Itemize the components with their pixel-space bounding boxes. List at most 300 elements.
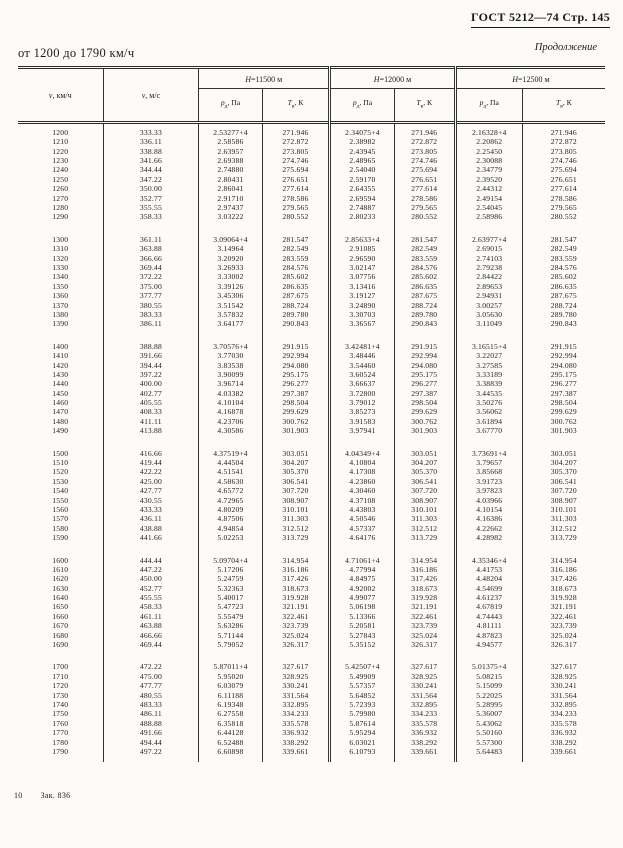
cell-p-11500: 5.71144 [199,631,262,640]
cell-p-12500: 3.11049 [455,319,522,328]
cell-p-12000: 2.43945 [330,147,395,156]
cell-t-12000: 286.635 [394,282,455,291]
cell-v-ms: 377.77 [103,291,199,300]
cell-v-kmh: 1420 [52,360,69,370]
cell-p-12000: 3.07756 [330,272,395,281]
cell-p-11500: 2.74880 [199,166,262,175]
cell-v-ms: 363.88 [103,244,199,253]
cell-v-ms: 494.44 [103,738,199,747]
cell-p-11500: 3.03222 [199,213,262,222]
cell-t-11500: 282.549 [262,244,330,253]
cell-v-ms: 408.33 [103,408,199,417]
cell-p-12500: 2.39520 [455,175,522,184]
cell-t-12500: 330.241 [522,681,605,690]
cell-t-11500: 306.541 [262,477,330,486]
cell-t-12000: 285.602 [394,272,455,281]
cell-t-12000: 289.780 [394,310,455,319]
cell-t-12000: 275.694 [394,166,455,175]
cell-p-12000: 4.71061+4 [330,556,395,565]
cell-p-12500: 4.03966 [455,496,522,505]
cell-v-kmh: 1200 [52,127,69,137]
cell-p-12000: 4.10804 [330,458,395,467]
cell-v-kmh: 1710 [52,671,69,681]
col-header-pressure-12000 [330,89,395,123]
cell-p-12500: 3.56062 [455,408,522,417]
cell-t-11500: 310.101 [262,505,330,514]
cell-v-kmh: 1760 [52,718,69,728]
table-row [18,533,605,542]
cell-p-11500: 4.23706 [199,417,262,426]
cell-p-11500: 2.58586 [199,137,262,146]
col-header-temperature-12000 [394,89,455,123]
cell-p-11500: 6.35818 [199,719,262,728]
cell-p-12000: 2.34075+4 [330,128,395,137]
cell-t-12500: 294.080 [522,361,605,370]
cell-t-12500: 339.661 [522,747,605,756]
subscript: в [560,103,563,110]
cell-t-11500: 279.565 [262,203,330,212]
cell-t-12500: 321.191 [522,603,605,612]
cell-t-12000: 290.843 [394,319,455,328]
block-gap [18,543,605,556]
cell-p-12500: 4.35346+4 [455,556,522,565]
cell-p-12000: 4.23860 [330,477,395,486]
symbol: T [416,98,421,107]
cell-t-11500: 304.207 [262,458,330,467]
cell-v-ms: 466.66 [103,631,199,640]
cell-v-kmh: 1310 [52,244,69,254]
cell-p-11500: 3.45306 [199,291,262,300]
cell-p-11500: 6.03079 [199,681,262,690]
cell-v-ms: 472.22 [103,663,199,672]
cell-v-ms: 347.22 [103,175,199,184]
cell-p-11500: 6.44128 [199,728,262,737]
cell-v-kmh: 1400 [52,341,69,351]
cell-p-11500: 6.27558 [199,710,262,719]
table-row [18,379,605,388]
cell-t-12500: 285.602 [522,272,605,281]
cell-v-ms: 497.22 [103,747,199,756]
symbol: H [512,75,518,84]
cell-v-ms: 386.11 [103,319,199,328]
block-gap [18,436,605,449]
cell-t-12000: 288.724 [394,301,455,310]
cell-v-ms: 450.00 [103,574,199,583]
cell-t-11500: 287.675 [262,291,330,300]
col-header-speed-ms [103,68,199,123]
cell-v-ms: 391.66 [103,351,199,360]
page-header-standard-number: ГОСТ 5212—74 Стр. 145 [471,10,610,28]
cell-p-11500: 4.58630 [199,477,262,486]
cell-p-12000: 6.10793 [330,747,395,756]
cell-t-12500: 311.303 [522,514,605,523]
cell-t-12000: 281.547 [394,235,455,244]
cell-t-12000: 335.578 [394,719,455,728]
table-row [18,398,605,407]
cell-p-12000: 5.95294 [330,728,395,737]
cell-t-11500: 273.805 [262,147,330,156]
cell-p-12000: 3.54460 [330,361,395,370]
cell-t-11500: 277.614 [262,184,330,193]
cell-v-ms: 388.88 [103,342,199,351]
cell-p-12500: 4.22662 [455,524,522,533]
cell-v-kmh: 1610 [52,564,69,574]
cell-v-kmh: 1790 [52,746,69,756]
table-row [18,175,605,184]
unit: , Па [227,98,241,107]
table-row [18,351,605,360]
value: =12500 м [517,75,550,84]
cell-p-11500: 3.96714 [199,379,262,388]
cell-v-ms: 372.22 [103,272,199,281]
cell-t-12500: 282.549 [522,244,605,253]
cell-v-kmh: 1630 [52,583,69,593]
cell-p-11500: 2.91710 [199,194,262,203]
unit: , м/с [145,91,161,101]
cell-v-kmh: 1530 [52,476,69,486]
cell-v-kmh: 1290 [52,212,69,222]
block-gap [18,756,605,762]
cell-p-12500: 4.16386 [455,514,522,523]
cell-p-12500: 2.16328+4 [455,128,522,137]
value: =11500 м [250,75,283,84]
cell-v-ms: 422.22 [103,468,199,477]
symbol: v [141,91,146,101]
table-body [18,122,605,762]
table-row [18,282,605,291]
symbol: p [479,98,484,107]
cell-p-12500: 3.97823 [455,486,522,495]
cell-v-kmh: 1300 [52,234,69,244]
cell-p-11500: 3.51542 [199,301,262,310]
cell-v-kmh: 1450 [52,388,69,398]
cell-t-12000: 296.277 [394,379,455,388]
cell-t-12500: 278.586 [522,194,605,203]
cell-t-12500: 281.547 [522,235,605,244]
cell-v-ms: 375.00 [103,282,199,291]
cell-v-ms: 400.00 [103,379,199,388]
cell-t-11500: 326.317 [262,640,330,649]
cell-p-12500: 4.81111 [455,621,522,630]
cell-t-12000: 299.629 [394,408,455,417]
cell-v-ms: 419.44 [103,458,199,467]
cell-t-12000: 277.614 [394,184,455,193]
table-row [18,184,605,193]
cell-t-11500: 286.635 [262,282,330,291]
cell-v-kmh: 1580 [52,523,69,533]
cell-p-11500: 3.14964 [199,244,262,253]
cell-t-12500: 290.843 [522,319,605,328]
cell-v-ms: 427.77 [103,486,199,495]
cell-v-kmh: 1650 [52,602,69,612]
cell-v-ms: 383.33 [103,310,199,319]
cell-p-12500: 3.61894 [455,417,522,426]
table-row [18,301,605,310]
cell-v-ms: 438.88 [103,524,199,533]
cell-t-12500: 273.805 [522,147,605,156]
table-row [18,514,605,523]
cell-v-ms: 447.22 [103,565,199,574]
cell-v-ms: 333.33 [103,128,199,137]
cell-p-11500: 2.63957 [199,147,262,156]
cell-p-12000: 4.43803 [330,505,395,514]
cell-t-11500: 272.872 [262,137,330,146]
table-row [18,738,605,747]
cell-t-11500: 305.370 [262,468,330,477]
unit: , К [562,98,572,107]
cell-t-12000: 339.661 [394,747,455,756]
cell-t-12500: 298.504 [522,398,605,407]
cell-p-12000: 3.72800 [330,389,395,398]
cell-p-11500: 6.19348 [199,700,262,709]
cell-t-12000: 330.241 [394,681,455,690]
cell-t-12000: 298.504 [394,398,455,407]
cell-p-12000: 2.54040 [330,166,395,175]
cell-t-12500: 314.954 [522,556,605,565]
table-row [18,710,605,719]
cell-p-12000: 3.13416 [330,282,395,291]
cell-t-12500: 332.895 [522,700,605,709]
cell-p-11500: 3.33002 [199,272,262,281]
cell-v-kmh: 1230 [52,156,69,166]
cell-t-12000: 319.928 [394,593,455,602]
cell-t-12500: 297.387 [522,389,605,398]
cell-t-12500: 279.565 [522,203,605,212]
table-row [18,496,605,505]
cell-p-12500: 3.05630 [455,310,522,319]
cell-p-12500: 3.91723 [455,477,522,486]
cell-p-12000: 3.79012 [330,398,395,407]
cell-p-11500: 5.17206 [199,565,262,574]
cell-p-12500: 5.15099 [455,681,522,690]
cell-t-12500: 272.872 [522,137,605,146]
range-label: от 1200 до 1790 км/ч [18,46,135,60]
cell-t-11500: 300.762 [262,417,330,426]
cell-v-ms: 433.33 [103,505,199,514]
cell-v-ms: 355.55 [103,203,199,212]
col-header-pressure-12500 [455,89,522,123]
subscript: в [420,103,424,110]
block-gap [18,222,605,235]
cell-t-12000: 318.673 [394,584,455,593]
cell-p-12500: 2.30088 [455,156,522,165]
cell-p-12000: 3.66637 [330,379,395,388]
cell-p-12000: 2.74887 [330,203,395,212]
footer-page-number: 10 [14,791,23,800]
cell-v-kmh: 1680 [52,630,69,640]
cell-t-12000: 316.186 [394,565,455,574]
cell-p-11500: 2.80431 [199,175,262,184]
cell-v-ms: 491.66 [103,728,199,737]
table-row [18,584,605,593]
cell-t-12500: 276.651 [522,175,605,184]
cell-p-12500: 4.74443 [455,612,522,621]
cell-p-12000: 3.30703 [330,310,395,319]
cell-v-kmh: 1690 [52,640,69,650]
cell-t-12500: 306.541 [522,477,605,486]
group-header-h12000 [330,68,456,89]
cell-t-11500: 276.651 [262,175,330,184]
table-row [18,408,605,417]
cell-p-12000: 3.19127 [330,291,395,300]
table-row [18,458,605,467]
cell-v-kmh: 1370 [52,300,69,310]
cell-t-11500: 330.241 [262,681,330,690]
cell-p-11500: 4.10104 [199,398,262,407]
cell-v-kmh: 1480 [52,416,69,426]
cell-t-11500: 303.051 [262,449,330,458]
table-row [18,137,605,146]
cell-t-12000: 273.805 [394,147,455,156]
cell-p-11500: 5.47723 [199,603,262,612]
cell-p-11500: 5.63286 [199,621,262,630]
cell-v-ms: 455.55 [103,593,199,602]
cell-p-12500: 3.73691+4 [455,449,522,458]
cell-t-12000: 272.872 [394,137,455,146]
cell-v-kmh: 1730 [52,690,69,700]
cell-t-12000: 278.586 [394,194,455,203]
cell-t-12000: 334.233 [394,710,455,719]
cell-p-12500: 3.27585 [455,361,522,370]
cell-t-11500: 334.233 [262,710,330,719]
cell-p-12000: 3.97941 [330,426,395,435]
cell-v-kmh: 1320 [52,253,69,263]
cell-t-11500: 292.994 [262,351,330,360]
cell-t-11500: 323.739 [262,621,330,630]
cell-p-12500: 2.63977+4 [455,235,522,244]
table-row [18,291,605,300]
subscript: д [224,103,228,110]
cell-t-12000: 336.932 [394,728,455,737]
cell-p-12000: 2.48965 [330,156,395,165]
cell-t-12500: 323.739 [522,621,605,630]
cell-t-12000: 327.617 [394,663,455,672]
cell-p-11500: 5.02253 [199,533,262,542]
cell-v-ms: 413.88 [103,426,199,435]
cell-t-12500: 280.552 [522,213,605,222]
cell-p-12000: 5.27843 [330,631,395,640]
table-row [18,272,605,281]
cell-t-12000: 307.720 [394,486,455,495]
symbol: T [555,98,561,107]
cell-t-12500: 325.024 [522,631,605,640]
table-row [18,747,605,756]
cell-t-12000: 279.565 [394,203,455,212]
cell-t-12000: 308.907 [394,496,455,505]
cell-v-ms: 425.00 [103,477,199,486]
cell-t-12500: 335.578 [522,719,605,728]
unit: , К [423,98,433,107]
cell-p-12500: 4.48204 [455,574,522,583]
cell-v-ms: 397.22 [103,370,199,379]
cell-t-12000: 282.549 [394,244,455,253]
cell-t-11500: 271.946 [262,128,330,137]
cell-t-12000: 292.994 [394,351,455,360]
cell-t-12500: 319.928 [522,593,605,602]
group-header-h11500 [199,68,330,89]
cell-p-12000: 5.20581 [330,621,395,630]
group-header-h12500 [455,68,605,89]
cell-t-11500: 335.578 [262,719,330,728]
cell-t-12000: 300.762 [394,417,455,426]
cell-p-12500: 3.16515+4 [455,342,522,351]
table-row [18,524,605,533]
cell-t-11500: 291.915 [262,342,330,351]
cell-p-12000: 4.30460 [330,486,395,495]
cell-p-11500: 4.03382 [199,389,262,398]
cell-p-12000: 5.35152 [330,640,395,649]
cell-t-11500: 338.292 [262,738,330,747]
cell-t-12000: 274.746 [394,156,455,165]
table-row [18,505,605,514]
cell-t-12500: 316.186 [522,565,605,574]
cell-p-12000: 4.64176 [330,533,395,542]
cell-v-ms: 344.44 [103,166,199,175]
cell-p-11500: 5.79052 [199,640,262,649]
cell-v-ms: 394.44 [103,361,199,370]
cell-t-12500: 277.614 [522,184,605,193]
cell-t-12000: 283.559 [394,254,455,263]
table-row [18,631,605,640]
cell-p-12000: 4.57337 [330,524,395,533]
table-row [18,691,605,700]
table-row [18,565,605,574]
cell-p-12500: 2.49154 [455,194,522,203]
cell-p-12500: 4.54699 [455,584,522,593]
cell-t-11500: 288.724 [262,301,330,310]
table-row [18,640,605,649]
cell-p-12500: 5.57300 [455,738,522,747]
cell-p-12500: 5.50160 [455,728,522,737]
cell-t-12000: 304.207 [394,458,455,467]
table-row [18,663,605,672]
cell-t-12500: 286.635 [522,282,605,291]
col-header-temperature-12500 [522,89,605,123]
cell-v-kmh: 1470 [52,407,69,417]
cell-v-kmh: 1780 [52,737,69,747]
cell-p-12000: 5.49909 [330,672,395,681]
cell-p-11500: 5.95020 [199,672,262,681]
cell-p-12000: 3.48446 [330,351,395,360]
cell-v-kmh: 1670 [52,621,69,631]
cell-v-kmh: 1750 [52,709,69,719]
cell-t-12500: 338.292 [522,738,605,747]
cell-v-kmh: 1280 [52,203,69,213]
subscript: в [291,103,295,110]
block-gap [18,650,605,663]
cell-p-12000: 4.04349+4 [330,449,395,458]
cell-p-11500: 4.94854 [199,524,262,533]
symbol: H [245,75,251,84]
cell-v-ms: 441.66 [103,533,199,542]
cell-v-kmh: 1660 [52,611,69,621]
table-row [18,203,605,212]
cell-t-12500: 284.576 [522,263,605,272]
table-row [18,477,605,486]
cell-p-11500: 4.30586 [199,426,262,435]
cell-t-12000: 311.303 [394,514,455,523]
cell-v-ms: 486.11 [103,710,199,719]
cell-v-kmh: 1250 [52,174,69,184]
cell-v-kmh: 1550 [52,495,69,505]
cell-p-11500: 5.87011+4 [199,663,262,672]
cell-p-11500: 3.20920 [199,254,262,263]
cell-v-kmh: 1720 [52,681,69,691]
cell-p-11500: 3.39126 [199,282,262,291]
cell-t-11500: 316.186 [262,565,330,574]
cell-t-12000: 317.426 [394,574,455,583]
cell-v-kmh: 1240 [52,165,69,175]
